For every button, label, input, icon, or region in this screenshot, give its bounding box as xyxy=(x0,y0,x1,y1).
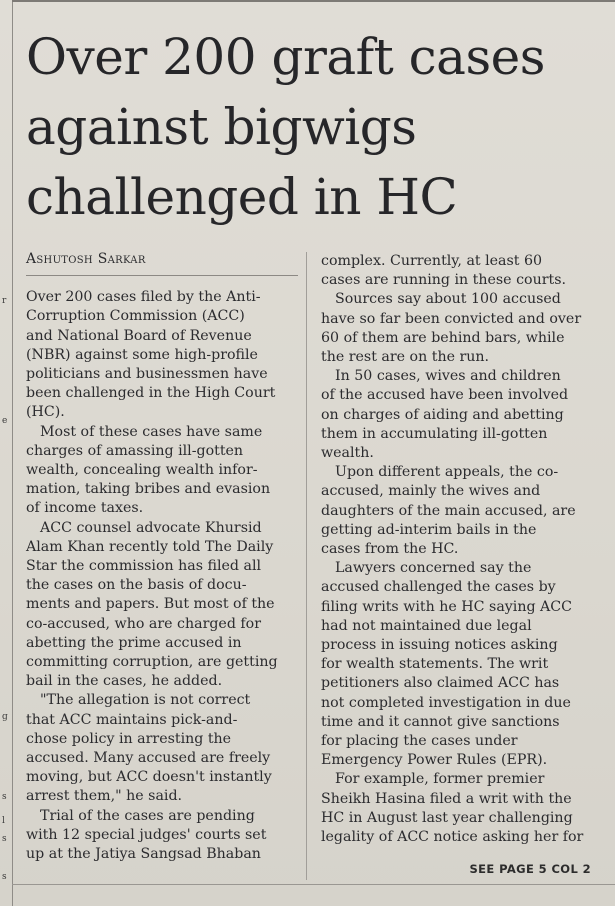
article-line: them in accumulating ill-gotten xyxy=(321,425,548,442)
article-line: for placing the cases under xyxy=(321,733,518,750)
article-line: ments and papers. But most of the xyxy=(26,596,275,613)
article-line: have so far been convicted and over xyxy=(321,310,582,327)
margin-mark: s xyxy=(2,872,7,882)
continued-jump-line xyxy=(469,862,591,876)
article-line: legality of ACC notice asking her for xyxy=(321,829,584,846)
article-line: Emergency Power Rules (EPR). xyxy=(321,752,548,769)
byline xyxy=(26,250,298,276)
top-rule xyxy=(12,0,615,2)
margin-mark: s xyxy=(2,792,7,802)
article-line: with 12 special judges' courts set xyxy=(26,826,267,843)
article-line: getting ad-interim bails in the xyxy=(321,521,537,538)
article-line: Sheikh Hasina filed a writ with the xyxy=(321,790,572,807)
article-line: and National Board of Revenue xyxy=(26,327,252,344)
article-line: ACC counsel advocate Khursid xyxy=(40,519,262,536)
article-line: In 50 cases, wives and children xyxy=(335,368,561,385)
bottom-rule xyxy=(12,884,615,885)
article-line: co-accused, who are charged for xyxy=(26,615,261,632)
article-line: daughters of the main accused, are xyxy=(321,502,576,519)
article-line: accused challenged the cases by xyxy=(321,579,556,596)
article-line: cases from the HC. xyxy=(321,541,459,558)
article-line: Over 200 cases filed by the Anti- xyxy=(26,289,261,306)
article-line: process in issuing notices asking xyxy=(321,637,558,654)
article-line: charges of amassing ill-gotten xyxy=(26,442,244,459)
article-line: moving, but ACC doesn't instantly xyxy=(26,769,272,786)
article-line: wealth, concealing wealth infor- xyxy=(26,462,258,479)
article-line: Trial of the cases are pending xyxy=(40,807,255,824)
article-line: complex. Currently, at least 60 xyxy=(321,253,543,269)
article-line: filing writs with he HC saying ACC xyxy=(321,598,573,615)
headline xyxy=(26,22,606,232)
margin-mark: g xyxy=(2,712,8,722)
article-line: chose policy in arresting the xyxy=(26,730,232,747)
article-line: up at the Jatiya Sangsad Bhaban xyxy=(26,846,261,863)
article-line: the rest are on the run. xyxy=(321,349,490,366)
article-line: Most of these cases have same xyxy=(40,423,263,440)
article-line: been challenged in the High Court xyxy=(26,385,276,402)
headline-line: against bigwigs xyxy=(26,98,417,156)
article-line: the cases on the basis of docu- xyxy=(26,577,247,594)
article-line: (HC). xyxy=(26,404,65,421)
article-line: petitioners also claimed ACC has xyxy=(321,675,560,692)
article-line: Alam Khan recently told The Daily xyxy=(26,538,274,555)
article-line: Star the commission has filed all xyxy=(26,558,262,575)
byline-name: Ashutosh Sarkar xyxy=(26,251,146,267)
article-line: accused. Many accused are freely xyxy=(26,750,271,767)
article-line: for wealth statements. The writ xyxy=(321,656,549,673)
jump-text: SEE PAGE 5 COL 2 xyxy=(469,862,591,876)
article-column-right xyxy=(321,252,593,847)
margin-mark: s xyxy=(2,834,7,844)
article-line: time and it cannot give sanctions xyxy=(321,713,560,730)
margin-mark: l xyxy=(2,816,5,826)
article-line: wealth. xyxy=(321,445,374,462)
article-line: had not maintained due legal xyxy=(321,617,532,634)
article-line: HC in August last year challenging xyxy=(321,809,573,826)
article-line: that ACC maintains pick-and- xyxy=(26,711,238,728)
article-line: "The allegation is not correct xyxy=(40,692,251,709)
column-divider xyxy=(306,252,307,880)
adjacent-column-edge xyxy=(0,0,13,906)
article-column-left xyxy=(26,250,298,864)
article-line: arrest them," he said. xyxy=(26,788,183,805)
article-line: Upon different appeals, the co- xyxy=(335,464,559,481)
headline-line: Over 200 graft cases xyxy=(26,28,545,86)
article-line: politicians and businessmen have xyxy=(26,366,268,383)
article-line: mation, taking bribes and evasion xyxy=(26,481,271,498)
margin-mark: e xyxy=(2,416,8,426)
article-line: Sources say about 100 accused xyxy=(335,291,561,308)
article-line: not completed investigation in due xyxy=(321,694,571,711)
article-line: of income taxes. xyxy=(26,500,144,517)
article-line: accused, mainly the wives and xyxy=(321,483,541,500)
article-line: committing corruption, are getting xyxy=(26,654,278,671)
article-line: abetting the prime accused in xyxy=(26,634,242,651)
article-line: Corruption Commission (ACC) xyxy=(26,308,245,325)
article-line: on charges of aiding and abetting xyxy=(321,406,564,423)
margin-mark: r xyxy=(2,296,7,306)
article-line: of the accused have been involved xyxy=(321,387,569,404)
article-line: cases are running in these courts. xyxy=(321,272,566,289)
headline-line: challenged in HC xyxy=(26,168,458,226)
article-line: For example, former premier xyxy=(335,771,545,788)
article-line: bail in the cases, he added. xyxy=(26,673,223,690)
article-line: (NBR) against some high-profile xyxy=(26,346,258,363)
article-line: 60 of them are behind bars, while xyxy=(321,329,565,346)
article-line: Lawyers concerned say the xyxy=(335,560,532,577)
